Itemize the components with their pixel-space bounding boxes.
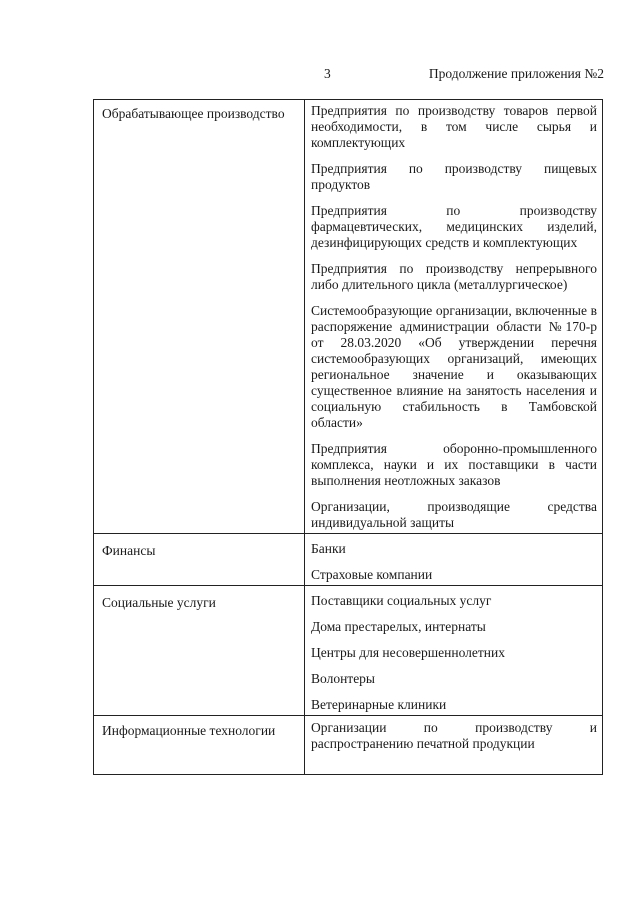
- sector-cell: Финансы: [94, 534, 305, 585]
- organization-item: Предприятия по производству непрерывного либо длительного цикла (металлургическое): [311, 261, 597, 292]
- organization-item: Предприятия по производству товаров первой необходимости, в том числе сырья и комплектующих: [311, 103, 597, 150]
- page-number: 3: [324, 66, 331, 81]
- organization-item: Страховые компании: [311, 567, 433, 582]
- table-row-social-services: [94, 585, 602, 715]
- organization-item: Предприятия по производству пищевых продуктов: [311, 161, 597, 192]
- sector-cell: Информационные технологии: [94, 716, 305, 774]
- organization-item: Волонтеры: [311, 671, 375, 686]
- sector-cell: Социальные услуги: [94, 586, 305, 715]
- organization-item: Поставщики социальных услуг: [311, 593, 492, 608]
- organization-item: Банки: [311, 541, 346, 556]
- table-row-finance: [94, 533, 602, 585]
- annex-note: Продолжение приложения №2: [428, 66, 604, 81]
- organizations-cell: [305, 534, 602, 585]
- organization-item: Предприятия оборонно-промышленного комплекса, науки и их поставщики в части выполнения неотложных заказов: [311, 441, 597, 488]
- organization-item: Организации, производящие средства индивидуальной защиты: [311, 499, 597, 530]
- organization-item: Дома престарелых, интернаты: [311, 619, 486, 634]
- table-row-manufacturing: [94, 100, 602, 533]
- table-row-it: [94, 715, 602, 774]
- organizations-cell: [305, 716, 602, 774]
- organization-item: Системообразующие организации, включенные в распоряжение администрации области №170-р от 28.03.2020 «Об утверждении перечня системообразующих организаций, имеющих региональное значение и оказывающих существенное влияние на занятость населения и социальную стабильность в Тамбовской области»: [311, 303, 597, 430]
- organization-item: Центры для несовершеннолетних: [311, 645, 505, 660]
- organizations-cell: [305, 100, 602, 533]
- organization-item: Предприятия по производству фармацевтических, медицинских изделий, дезинфицирующих средств и комплектующих: [311, 203, 597, 250]
- sector-table: [93, 99, 603, 775]
- sector-cell: Обрабатывающее производство: [94, 100, 305, 533]
- organizations-cell: [305, 586, 602, 715]
- organization-item: Организации по производству и распространению печатной продукции: [311, 720, 597, 751]
- organization-item: Ветеринарные клиники: [311, 697, 447, 712]
